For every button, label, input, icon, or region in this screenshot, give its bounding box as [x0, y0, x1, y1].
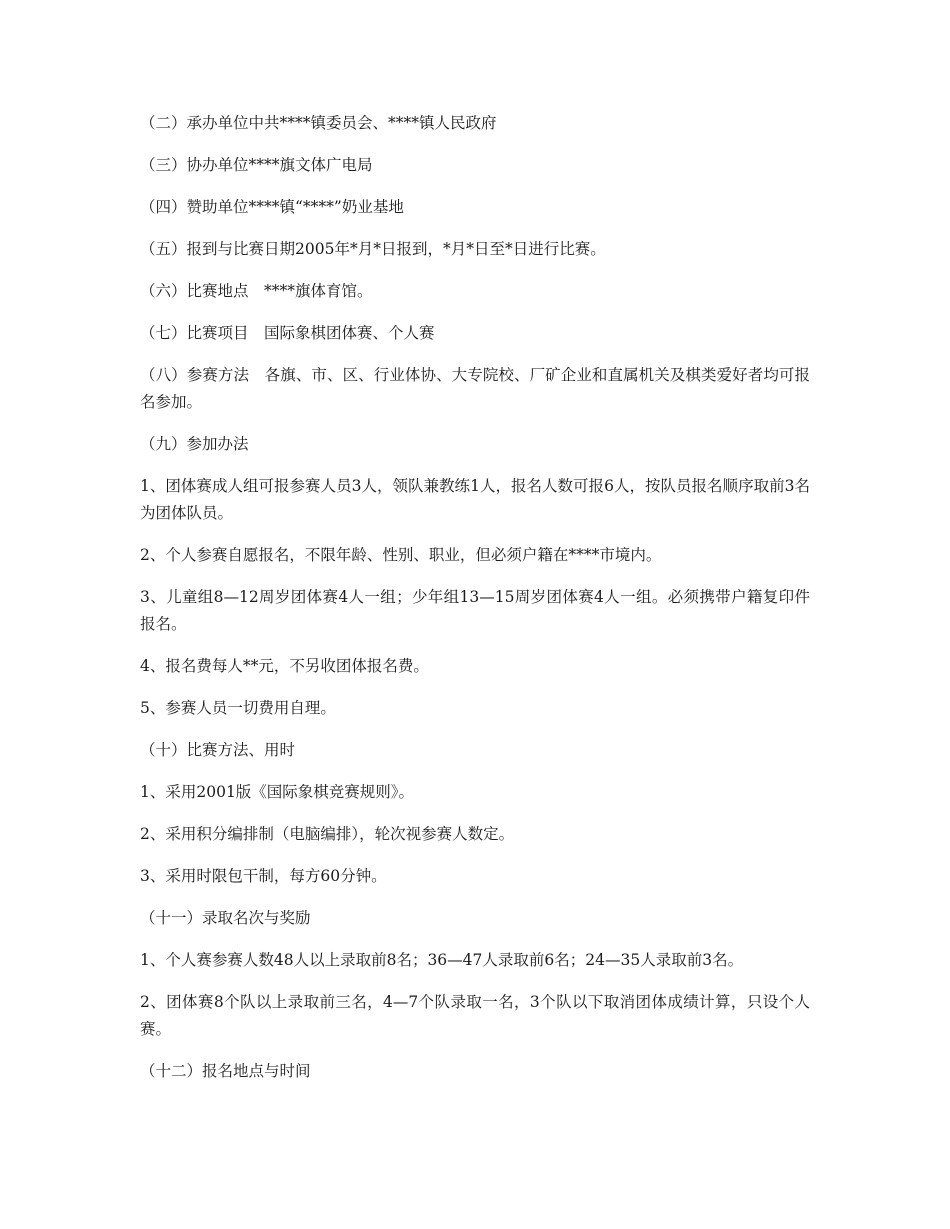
section-heading-registration: （十二）报名地点与时间 [140, 1062, 311, 1080]
paragraph-co-organizer: （三）协办单位****旗文体广电局 [140, 156, 373, 174]
list-item: 1、采用2001版《国际象棋竞赛规则》。 [140, 783, 415, 801]
document-body [140, 110, 810, 1100]
paragraph-dates: （五）报到与比赛日期2005年*月*日报到，*月*日至*日进行比赛。 [140, 240, 606, 258]
paragraph-venue: （六）比赛地点 ****旗体育馆。 [140, 282, 373, 300]
list-item: 1、团体赛成人组可报参赛人员3人，领队兼教练1人，报名人数可报6人，按队员报名顺序取前3名为团体队员。 [140, 477, 810, 522]
list-item: 2、团体赛8个队以上录取前三名，4—7个队录取一名，3个队以下取消团体成绩计算，只设个人赛。 [140, 993, 810, 1038]
section-heading-competition-method: （十）比赛方法、用时 [140, 741, 296, 759]
paragraph-organizer: （二）承办单位中共****镇委员会、****镇人民政府 [140, 114, 497, 132]
list-item: 2、采用积分编排制（电脑编排），轮次视参赛人数定。 [140, 825, 515, 843]
list-item: 2、个人参赛自愿报名，不限年龄、性别、职业，但必须户籍在****市境内。 [140, 546, 662, 564]
list-item: 1、个人赛参赛人数48人以上录取前8名；36—47人录取前6名；24—35人录取前3名。 [140, 951, 744, 969]
paragraph-events: （七）比赛项目 国际象棋团体赛、个人赛 [140, 324, 435, 342]
list-item: 5、参赛人员一切费用自理。 [140, 699, 336, 717]
section-heading-awards: （十一）录取名次与奖励 [140, 909, 311, 927]
paragraph-sponsor: （四）赞助单位****镇“****”奶业基地 [140, 198, 404, 216]
list-item: 3、儿童组8—12周岁团体赛4人一组；少年组13—15周岁团体赛4人一组。必须携带户籍复印件报名。 [140, 588, 810, 633]
paragraph-eligibility: （八）参赛方法 各旗、市、区、行业体协、大专院校、厂矿企业和直属机关及棋类爱好者均可报名参加。 [140, 366, 810, 411]
section-heading-participation: （九）参加办法 [140, 435, 249, 453]
list-item: 3、采用时限包干制，每方60分钟。 [140, 867, 387, 885]
list-item: 4、报名费每人**元，不另收团体报名费。 [140, 657, 429, 675]
